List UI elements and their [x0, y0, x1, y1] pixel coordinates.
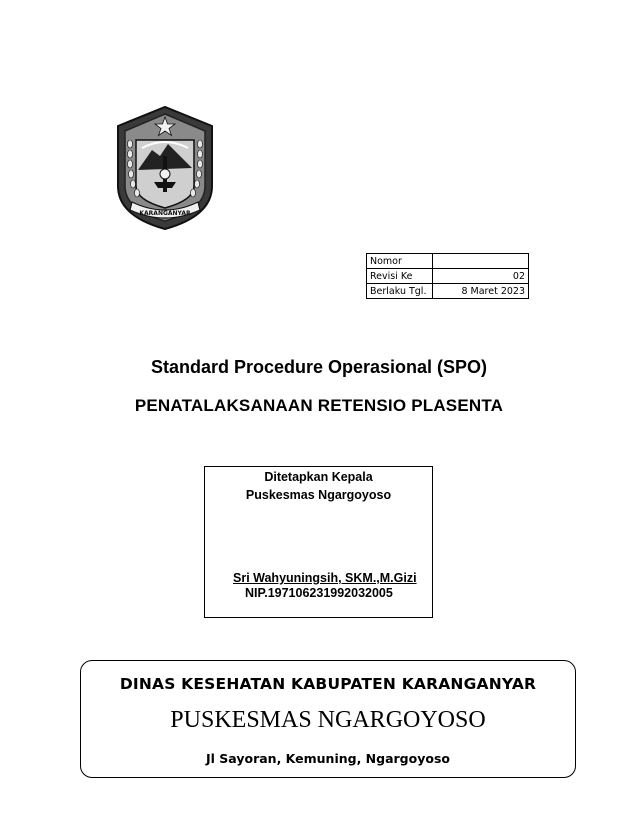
document-title: Standard Procedure Operasional (SPO)	[150, 357, 488, 377]
meta-label: Nomor	[367, 254, 433, 269]
meta-row	[367, 269, 529, 284]
meta-value	[433, 254, 529, 269]
meta-value: 02	[433, 269, 529, 284]
meta-label: Berlaku Tgl.	[367, 284, 433, 299]
meta-row	[367, 284, 529, 299]
meta-row	[367, 254, 529, 269]
puskesmas-name: PUSKESMAS NGARGOYOSO	[170, 707, 486, 733]
karanganyar-regency-emblem-icon	[114, 104, 216, 232]
emblem-banner-text: KARANGANYAR	[139, 210, 191, 217]
meta-value: 8 Maret 2023	[433, 284, 529, 299]
signer-nip: NIP.197106231992032005	[245, 586, 393, 600]
document-meta-table	[366, 253, 529, 299]
department-name: DINAS KESEHATAN KABUPATEN KARANGANYAR	[119, 675, 537, 693]
approval-line-1: Ditetapkan Kepala	[264, 470, 373, 484]
institution-footer-box	[80, 660, 576, 778]
document-subject: PENATALAKSANAAN RETENSIO PLASENTA	[134, 396, 504, 415]
approval-box	[204, 466, 433, 618]
institution-address: Jl Sayoran, Kemuning, Ngargoyoso	[206, 751, 450, 766]
meta-label: Revisi Ke	[367, 269, 433, 284]
signer-name: Sri Wahyuningsih, SKM.,M.Gizi	[233, 571, 417, 585]
approval-line-2: Puskesmas Ngargoyoso	[245, 488, 392, 502]
